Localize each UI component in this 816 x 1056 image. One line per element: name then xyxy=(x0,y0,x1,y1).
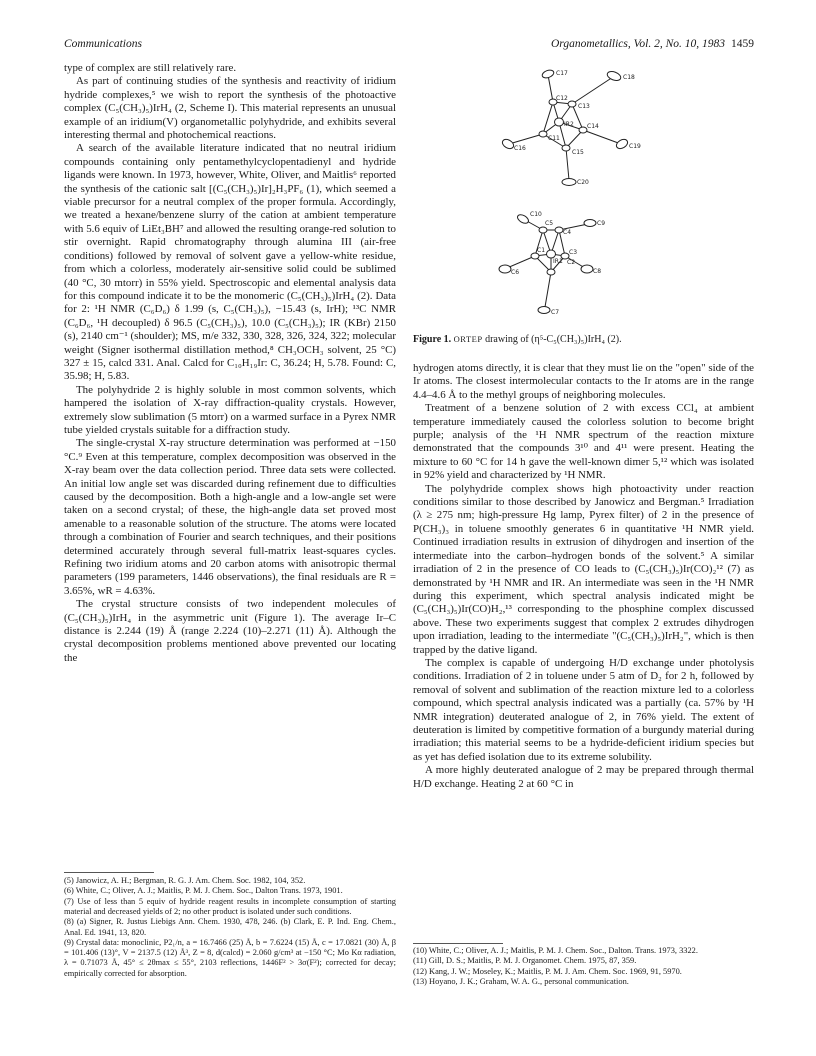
journal-info: Organometallics, Vol. 2, No. 10, 1983 xyxy=(551,38,725,50)
figure-1-ortep xyxy=(413,62,754,332)
left-column xyxy=(64,62,396,665)
footnotes-left xyxy=(64,876,396,979)
atom-label: C18 xyxy=(623,74,635,81)
atom-label: C7 xyxy=(551,309,560,316)
atom-label: C8 xyxy=(593,268,602,275)
figure-caption-text: drawing of (η⁵-C₅(CH₃)₅)IrH₄ (2). xyxy=(485,334,622,345)
footnote: (8) (a) Signer, R. Justus Liebigs Ann. Chem. 1930, 478, 246. (b) Clark, E. P. Ind. Eng. Chem., Anal. Ed. 1941, 13, 820. xyxy=(64,917,396,937)
paragraph: A more highly deuterated analogue of 2 may be prepared through thermal H/D exchange. Heating 2 at 60 °C in xyxy=(413,764,754,790)
right-column xyxy=(413,362,754,791)
atom-label: C1 xyxy=(537,247,546,254)
figure-ortep-word: ORTEP xyxy=(453,334,483,344)
section-name: Communications xyxy=(64,38,142,50)
journal-citation xyxy=(551,38,754,50)
footnotes-right xyxy=(413,946,754,988)
figure-label: Figure 1. xyxy=(413,334,452,345)
atom-label: C6 xyxy=(511,269,520,276)
atom-label: C20 xyxy=(577,179,589,186)
paragraph: Treatment of a benzene solution of 2 with excess CCl₄ at ambient temperature immediately caused the colorless solution to become bright purple; analysis of the ¹H NMR spectrum of the reaction mixture demonstrated that the compounds 3¹⁰ and 4¹¹ were present. Heating the mixture to 60 °C for 14 h gave the well-known dimer 5,¹² which was isolated in 92% yield and characterized by ¹H NMR. xyxy=(413,402,754,482)
footnote: (10) White, C.; Oliver, A. J.; Maitlis, P. M. J. Chem. Soc., Dalton. Trans. 1973, 3322. xyxy=(413,946,698,955)
atom-label: C2 xyxy=(567,259,576,266)
paragraph: The polyhydride 2 is highly soluble in most common solvents, which hampered the isolation of X-ray diffraction-quality crystals. However, extremely slow sublimation (5 mtorr) on a warmed surface in a Pyrex NMR tube yielded crystals suitable for a diffraction study. xyxy=(64,383,396,436)
atom-label: C15 xyxy=(572,149,584,156)
footnote: (13) Hoyano, J. K.; Graham, W. A. G., personal communication. xyxy=(413,977,629,987)
atom-label: C19 xyxy=(629,143,641,150)
paragraph: type of complex are still relatively rare. xyxy=(64,62,237,74)
footnote: (7) Use of less than 5 equiv of hydride reagent results in incomplete consumption of starting material and decreased yields of 2; no other product is isolated under such conditions. xyxy=(64,896,396,916)
paragraph: The crystal structure consists of two independent molecules of (C₅(CH₃)₅)IrH₄ in the asymmetric unit (Figure 1). The average Ir–C distance is 2.244 (19) Å (range 2.224 (10)–2.271 (11) Å). Although the crystal decomposition problems mentioned above prevented our locating the xyxy=(64,598,396,664)
paragraph: As part of continuing studies of the synthesis and reactivity of iridium hydride complexes,⁵ we wish to report the synthesis of the photoactive complex (C₅(CH₃)₅)IrH₄ (2, Scheme I). This material represents an unusual example of an iridium(V) organometallic polyhydride, and exhibits several interesting thermal and photochemical reactions. xyxy=(64,75,396,142)
atom-label: C13 xyxy=(578,103,590,110)
footnote: (9) Crystal data: monoclinic, P2₁/n, a = 16.7466 (25) Å, b = 7.6224 (15) Å, c = 17.0821 (30) Å, β = 101.406 (13)°, V = 2137.5 (12) Å³, Z = 8, d(calcd) = 2.060 g/cm³ at −150 °C; Mo Kα radiation, λ = 0.71073 Å, 45° ≤ 2θmax ≤ 55°, 2103 reflections, 1446F² > 3σ(F²); corrected for decay; empirically corrected for absorption. xyxy=(64,937,396,978)
atom-label: C12 xyxy=(556,95,568,102)
paragraph: The polyhydride complex shows high photoactivity under reaction conditions similar to those described by Janowicz and Bergman.⁵ Irradiation (λ ≥ 275 nm; high-pressure Hg lamp, Pyrex filter) of 2 in the presence of P(CH₃)₃ in toluene smoothly generates 6 in quantitative ¹H NMR yield. Continued irradiation results in extrusion of dihydrogen and insertion of the intermediate into the carbon–hydrogen bonds of the solvent.⁵ A similar irradiation of 2 in the presence of CO leads to (C₅(CH₃)₅)Ir(CO)₂¹² (7) as demonstrated by ¹H NMR and IR. An intermediate was seen in the ¹H NMR during this experiment, which spectral analysis indicated might be (C₅(CH₃)₅)Ir(CO)H₂,¹³ corresponding to the phosphine complex discussed above. These two experiments suggest that complex 2 extrudes dihydrogen upon irradiation, leading to the intermediate "(C₅(CH₃)₅)IrH₂", which is then trapped by the dative ligand. xyxy=(413,482,754,656)
paragraph: The complex is capable of undergoing H/D exchange under photolysis conditions. Irradiation of 2 in toluene under 5 atm of D₂ for 2 h, followed by removal of solvent and sublimation of the reaction mixture led to a colorless compound, which spectral analysis indicated was a partially (ca. 57% by ¹H NMR integration) deuterated analogue of 2, in 76% yield. The extent of deuteration is limited by competitive formation of a burgundy material during irradiation; this material seems to be a hydride-deficient iridium species but as yet has defied isolation due to its extreme solubility. xyxy=(413,656,754,763)
paragraph: The single-crystal X-ray structure determination was performed at −150 °C.⁹ Even at this temperature, complex decomposition was observed in the X-ray beam over the data collection period. Three data sets were collected. An initial low angle set was discarded during refinement due to difficulties caused by the decomposition. Both a high-angle and a low-angle set were taken on a second crystal; of these, the high-angle data set proved most amenable to a reasonable solution of the structure. The atoms were located through a combination of Fourier and search techniques, and their positions determined accurately through several full-matrix least-squares cycles. Refining two iridium atoms and 20 carbon atoms with anisotropic thermal parameters (199 parameters, 1446 observations), the final residuals are R = 3.65%, wR = 4.63%. xyxy=(64,437,396,597)
running-header xyxy=(64,38,754,54)
footnote-rule xyxy=(64,872,154,873)
atom-label: C9 xyxy=(597,220,606,227)
atom-label: C5 xyxy=(545,220,554,227)
atom-label: C3 xyxy=(569,249,578,256)
atom-label: C16 xyxy=(514,145,526,152)
atom-label: C14 xyxy=(587,123,599,130)
atom-label: C10 xyxy=(530,211,542,218)
ortep-drawing xyxy=(493,62,673,332)
atom-label: IR1 xyxy=(553,258,563,265)
footnote: (11) Gill, D. S.; Maitlis, P. M. J. Organomet. Chem. 1975, 87, 359. xyxy=(413,956,637,966)
page-number: 1459 xyxy=(731,38,754,50)
footnote: (12) Kang, J. W.; Moseley, K.; Maitlis, P. M. J. Am. Chem. Soc. 1969, 91, 5970. xyxy=(413,966,682,976)
atom-label: C17 xyxy=(556,70,568,77)
figure-caption xyxy=(413,333,754,346)
paragraph: hydrogen atoms directly, it is clear that they must lie on the "open" side of the Ir atoms. The closest intermolecular contacts to the Ir atoms are in the range 4.4–4.6 Å to the methyl groups of neighboring molecules. xyxy=(413,362,754,401)
atom-label: C4 xyxy=(563,229,572,236)
footnote: (5) Janowicz, A. H.; Bergman, R. G. J. Am. Chem. Soc. 1982, 104, 352. xyxy=(64,876,306,885)
atom-label: C11 xyxy=(548,135,560,142)
footnote: (6) White, C.; Oliver, A. J.; Maitlis, P. M. J. Chem. Soc., Dalton Trans. 1973, 1901. xyxy=(64,886,343,896)
atom-label: IR2 xyxy=(564,121,574,128)
paragraph: A search of the available literature indicated that no neutral iridium compounds containing only pentamethylcyclopentadienyl and hydride ligands were known. In 1973, however, White, Oliver, and Maitlis⁶ reported the synthesis of the cationic salt [(C₅(CH₃)₅)Ir]₂H₃PF₆ (1), which seemed a viable precursor for a neutral complex of the proper formula. Accordingly, we treated a hexane/benzene slurry of the cation at ambient temperature with 5.6 equiv of LiEt₃BH⁷ and allowed the resulting orange-red solution to stir overnight. Rapid chromatography through alumina III (air-free conditions) followed by removal of solvent gave a yellow-white residue, from which a colorless, moderately air-sensitive solid could be sublimed (40 °C, 30 mtorr) in 55% yield. Spectroscopic and elemental analysis data for this compound indicate it to be the monomeric (C₅(CH₃)₅)IrH₄ (2). Data for 2: ¹H NMR (C₆D₆) δ 1.99 (s, C₅(CH₃)₅), −15.43 (s, IrH); ¹³C NMR (C₆D₆, ¹H decoupled) δ 96.5 (C₅(CH₃)₅), 10.0 (C₅(CH₃)₅); IR (KBr) 2150 (s), 2140 cm⁻¹ (shoulder); MS, m/e 332, 330, 328, 326, 324, 322; molecular weight (Signer isothermal distillation method,⁸ CH₃OCH₃ solvent, 25 °C) 327 ± 15, calcd 331. Anal. Calcd for C₁₀H₁₉Ir: C, 36.24; H, 5.78. Found: C, 35.98; H, 5.83. xyxy=(64,142,396,383)
footnote-rule xyxy=(413,943,503,944)
